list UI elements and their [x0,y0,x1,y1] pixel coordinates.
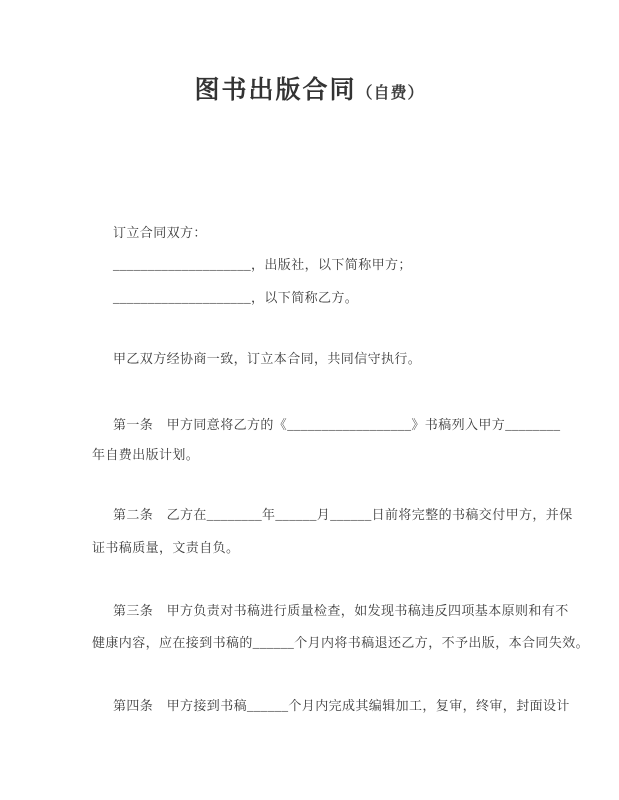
party-b-blank-line: ____________________，以下简称乙方。 [113,290,359,305]
party-a-blank-line: ____________________，出版社，以下简称甲方； [113,257,412,272]
article-1-line-2: 年自费出版计划。 [92,447,200,462]
article-3-line-2: 健康内容，应在接到书稿的______个月内将书稿退还乙方，不予出版，本合同失效。 [92,635,590,650]
agreement-statement: 甲乙双方经协商一致，订立本合同，共同信守执行。 [113,351,422,366]
article-2-line-2: 证书稿质量，文责自负。 [92,540,240,555]
intro-parties-label: 订立合同双方： [113,225,207,240]
document-title-suffix: （自费） [356,85,425,102]
article-2-line-1: 第二条 乙方在________年______月______日前将完整的书稿交付甲方，并保 [113,507,573,522]
document-title-main: 图书出版合同 [194,77,357,104]
article-4-line-1: 第四条 甲方接到书稿______个月内完成其编辑加工，复审，终审，封面设计 [113,698,570,713]
document-title [0,70,619,106]
article-1-line-1: 第一条 甲方同意将乙方的《__________________》书稿列入甲方________ [113,417,561,432]
article-3-line-1: 第三条 甲方负责对书稿进行质量检查，如发现书稿违反四项基本原则和有不 [113,603,569,618]
